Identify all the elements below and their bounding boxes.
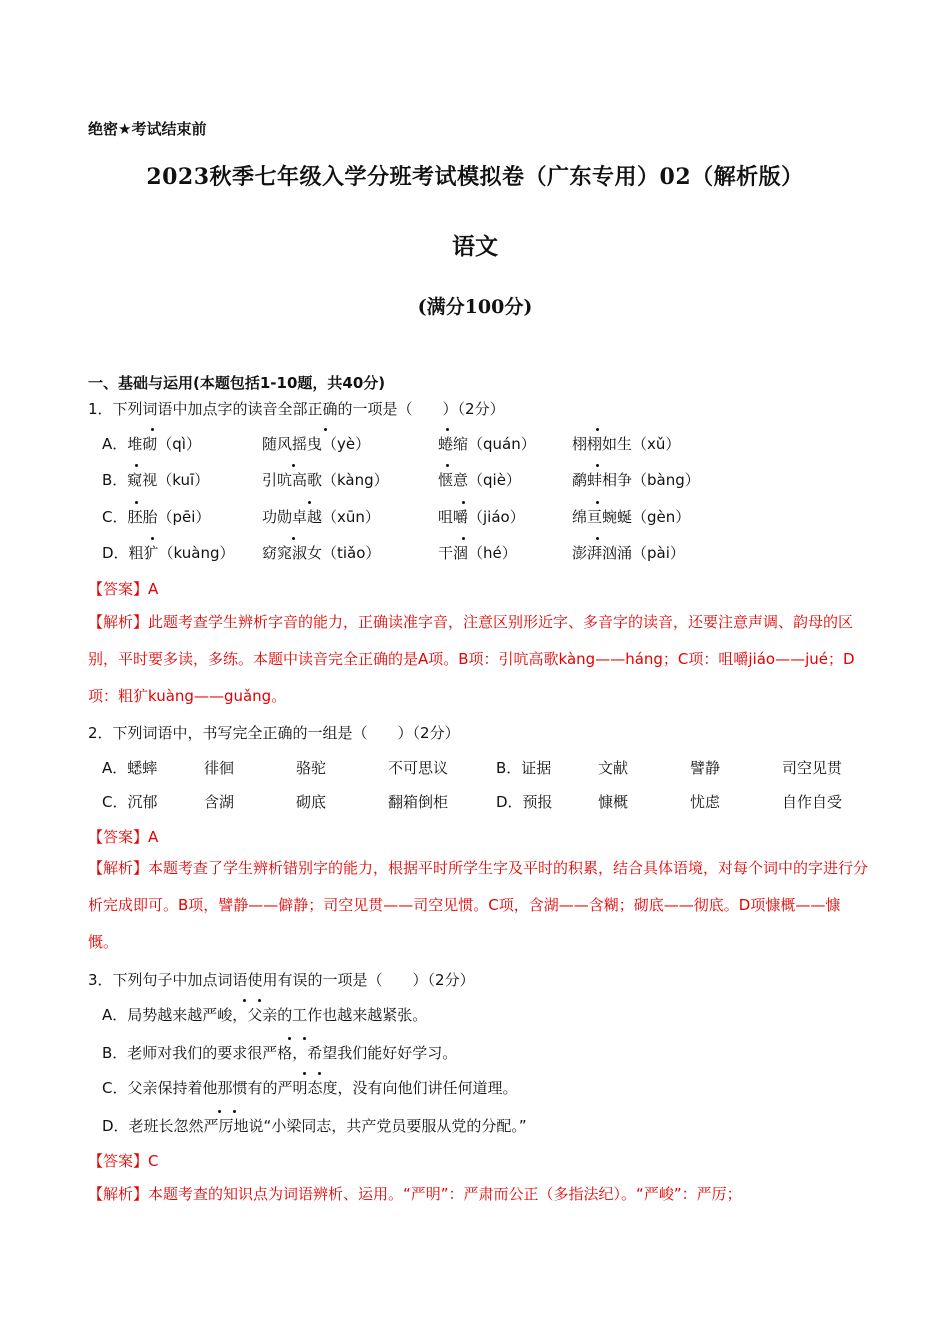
q3-option-b: B．老师对我们的要求很严格，希望我们能好好学习。: [102, 1044, 458, 1062]
q1-option-d-3: 干涸（hé）: [438, 544, 517, 562]
q2-word-3: 骆驼: [296, 759, 327, 777]
question-2-answer: 【答案】A: [88, 828, 159, 846]
question-3-stem: 3．下列句子中加点词语使用有误的一项是（ ）（2分）: [88, 971, 475, 989]
q2-word-5: B．证据: [496, 759, 552, 777]
q1-option-b-4: 鹬蚌相争（bàng）: [572, 471, 700, 489]
question-3-analysis: 【解析】本题考查的知识点为词语辨析、运用。“严明”：严肃而公正（多指法纪）。“严峻”：严厉；: [88, 1185, 742, 1203]
emphasis-dot: [303, 1072, 306, 1075]
q1-option-d-1: D．粗犷（kuàng）: [102, 544, 235, 562]
emphasis-dot: [258, 999, 261, 1002]
q1-option-a-4: 栩栩如生（xǔ）: [572, 435, 681, 453]
emphasis-dot: [292, 464, 295, 467]
q2-word-14: 慷概: [598, 793, 629, 811]
q2-word-12: 翻箱倒柜: [388, 793, 449, 811]
emphasis-dot: [318, 1072, 321, 1075]
q1-option-a-2: 随风摇曳（yè）: [262, 435, 371, 453]
q3-option-d: D．老班长忽然严厉地说“小梁同志，共产党员要服从党的分配。”: [102, 1117, 527, 1135]
emphasis-dot: [596, 428, 599, 431]
question-2-analysis: 【解析】本题考查了学生辨析错别字的能力，根据平时所学生字及平时的积累，结合具体语境，对每个词中的字进行分析完成即可。B项，譬静——僻静；司空见贯——司空见惯。C项，含湖——含糊；砌底——彻底。D项慷概——慷慨。: [88, 859, 869, 951]
emphasis-dot: [596, 501, 599, 504]
q2-word-13: D．预报: [496, 793, 553, 811]
emphasis-dot: [446, 464, 449, 467]
emphasis-dot: [218, 1110, 221, 1113]
q1-option-a-1: A．堆砌（qì）: [102, 435, 201, 453]
q3-option-a: A．局势越来越严峻，父亲的工作也越来越紧张。: [102, 1006, 428, 1024]
q2-word-1: A．蟋蟀: [102, 759, 158, 777]
exam-title: 2023秋季七年级入学分班考试模拟卷（广东专用）02（解析版）: [146, 164, 804, 190]
question-1-answer: 【答案】A: [88, 580, 159, 598]
q1-option-b-2: 引吭高歌（kàng）: [262, 471, 389, 489]
q1-option-c-4: 绵亘蜿蜒（gèn）: [572, 508, 691, 526]
subject-title: 语文: [452, 233, 498, 260]
section-heading: 一、基础与运用(本题包括1-10题，共40分): [88, 374, 386, 392]
emphasis-dot: [324, 428, 327, 431]
q3-option-c: C．父亲保持着他那惯有的严明态度，没有向他们讲任何道理。: [102, 1079, 518, 1097]
question-1-analysis: 【解析】此题考查学生辨析字音的能力，正确读准字音，注意区别形近字、多音字的读音，还要注意声调、韵母的区别，平时要多读，多练。本题中读音完全正确的是A项。B项：引吭高歌kàng——háng；C项：咀嚼jiáo——jué；D项：粗犷kuàng——guǎng。: [88, 613, 855, 705]
q1-option-b-1: B．窥视（kuī）: [102, 471, 210, 489]
q2-word-10: 含湖: [204, 793, 235, 811]
q2-word-9: C．沉郁: [102, 793, 158, 811]
q1-option-c-2: 功勋卓越（xūn）: [262, 508, 380, 526]
emphasis-dot: [446, 428, 449, 431]
confidential-mark: 绝密★考试结束前: [88, 120, 207, 138]
emphasis-dot: [596, 537, 599, 540]
q1-option-d-2: 窈窕淑女（tiǎo）: [262, 544, 381, 562]
emphasis-dot: [151, 537, 154, 540]
q2-word-8: 司空见贯: [782, 759, 843, 777]
emphasis-dot: [596, 464, 599, 467]
emphasis-dot: [308, 501, 311, 504]
emphasis-dot: [303, 1037, 306, 1040]
q1-option-d-4: 澎湃汹涌（pài）: [572, 544, 685, 562]
q2-word-6: 文献: [598, 759, 629, 777]
question-2-stem: 2．下列词语中，书写完全正确的一组是（ ）（2分）: [88, 724, 460, 742]
q1-option-c-3: 咀嚼（jiáo）: [438, 508, 525, 526]
emphasis-dot: [233, 1110, 236, 1113]
emphasis-dot: [288, 1037, 291, 1040]
q2-word-2: 徘徊: [204, 759, 235, 777]
q2-word-16: 自作自受: [782, 793, 843, 811]
question-3-answer: 【答案】C: [88, 1152, 159, 1170]
q2-word-15: 忧虑: [690, 793, 721, 811]
q1-option-a-3: 蜷缩（quán）: [438, 435, 536, 453]
q1-option-b-3: 惬意（qiè）: [438, 471, 521, 489]
emphasis-dot: [135, 464, 138, 467]
emphasis-dot: [462, 537, 465, 540]
full-score: (满分100分): [417, 296, 533, 318]
q2-word-4: 不可思议: [388, 759, 449, 777]
q2-word-11: 砌底: [296, 793, 327, 811]
emphasis-dot: [462, 501, 465, 504]
q2-word-7: 譬静: [690, 759, 721, 777]
emphasis-dot: [151, 428, 154, 431]
q1-option-c-1: C．胚胎（pēi）: [102, 508, 211, 526]
emphasis-dot: [243, 999, 246, 1002]
emphasis-dot: [292, 537, 295, 540]
emphasis-dot: [135, 501, 138, 504]
question-1-stem: 1．下列词语中加点字的读音全部正确的一项是（ ）（2分）: [88, 400, 505, 418]
